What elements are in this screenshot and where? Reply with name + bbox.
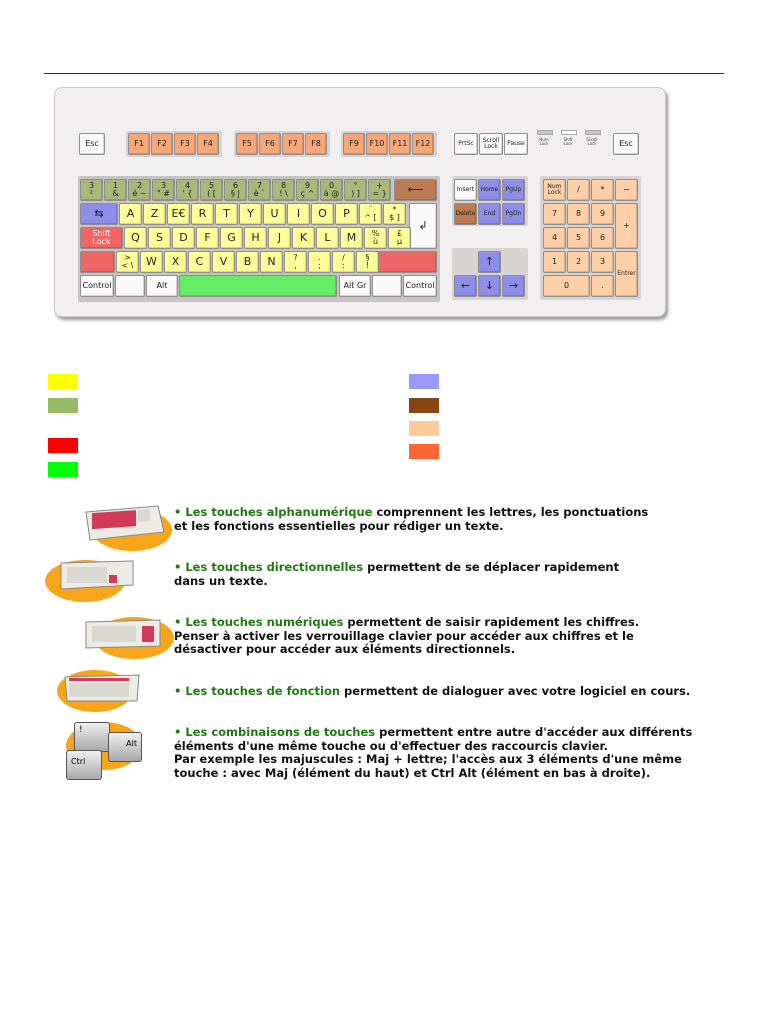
legend-swatch-space bbox=[48, 462, 78, 477]
keyboard-thumbnail-function bbox=[55, 665, 147, 715]
key-thumb-ctrl: Ctrl bbox=[66, 750, 102, 780]
section-heading: • Les touches numériques bbox=[174, 615, 344, 629]
section-line: touche : avec Maj (élément du haut) et Ctrl Alt (élément en bas à droite). bbox=[174, 765, 651, 780]
key-insert: Insert bbox=[454, 179, 477, 201]
key-np-dot: . bbox=[591, 275, 614, 297]
key-pgdn: PgDn bbox=[502, 203, 525, 225]
row2-key: Y bbox=[239, 203, 262, 225]
row3-key: M bbox=[340, 227, 363, 249]
row3-key: D bbox=[172, 227, 195, 249]
key-space bbox=[179, 275, 337, 297]
row3-key: Q bbox=[124, 227, 147, 249]
legend-swatch-function bbox=[409, 444, 439, 459]
legend-swatch-direction bbox=[409, 374, 439, 389]
row1-key: 3 " # bbox=[152, 179, 175, 201]
key-home: Home bbox=[478, 179, 501, 201]
row2-key: Z bbox=[143, 203, 166, 225]
section-alphanumeric bbox=[174, 506, 648, 533]
row1-key: 1 & bbox=[104, 179, 127, 201]
keyboard-thumbnail-alpha bbox=[80, 500, 172, 554]
section-text: comprennent les lettres, les ponctuations bbox=[372, 505, 649, 519]
key-control-left: Control bbox=[80, 275, 114, 297]
row4-key: W bbox=[140, 251, 163, 273]
row1-key: 5 ( [ bbox=[200, 179, 223, 201]
key-thumb-blank: ! bbox=[74, 722, 110, 752]
key-esc: Esc bbox=[79, 133, 105, 155]
key-f5: F5 bbox=[236, 133, 258, 155]
key-np-2: 2 bbox=[567, 251, 590, 273]
section-heading: • Les combinaisons de touches bbox=[174, 725, 376, 739]
key-np-1: 1 bbox=[543, 251, 566, 273]
row1-key: 8 ! \ bbox=[272, 179, 295, 201]
key-np-3: 3 bbox=[591, 251, 614, 273]
row4-key: X bbox=[164, 251, 187, 273]
section-heading: • Les touches de fonction bbox=[174, 684, 341, 698]
row3-key: % ù bbox=[364, 227, 387, 249]
key-np-9: 9 bbox=[591, 203, 614, 225]
row4-key: § ! bbox=[356, 251, 379, 273]
row4-key: C bbox=[188, 251, 211, 273]
row2-key: P bbox=[335, 203, 358, 225]
key-esc-right: Esc bbox=[613, 133, 639, 155]
key-thumb-alt: Alt bbox=[108, 732, 142, 762]
row3-key: J bbox=[268, 227, 291, 249]
key-f3: F3 bbox=[174, 133, 196, 155]
led-scroll-label: Scroll Lock bbox=[586, 137, 598, 146]
key-pause: Pause bbox=[504, 133, 528, 155]
key-shift-left bbox=[80, 251, 115, 273]
row3-key: F bbox=[196, 227, 219, 249]
key-arrow-up: ↑ bbox=[478, 251, 501, 273]
row2-key: O bbox=[311, 203, 334, 225]
row1-key: ° ) ] bbox=[344, 179, 367, 201]
row1-key: 7 è ` bbox=[248, 179, 271, 201]
key-np-minus: − bbox=[615, 179, 638, 201]
key-numlock: Num Lock bbox=[543, 179, 566, 201]
led-scroll-lock bbox=[585, 130, 601, 135]
led-shift-lock bbox=[561, 130, 577, 135]
key-f12: F12 bbox=[412, 133, 434, 155]
key-control-right: Control bbox=[403, 275, 437, 297]
key-end: End bbox=[478, 203, 501, 225]
key-shift-lock: Shift Lock bbox=[80, 227, 123, 249]
section-function bbox=[174, 685, 690, 699]
row1-key: 0 à @ bbox=[320, 179, 343, 201]
section-line: Penser à activer les verrouillage clavier pour accéder aux chiffres et le bbox=[174, 628, 634, 643]
row4-key: ? , bbox=[284, 251, 307, 273]
row3-key: K bbox=[292, 227, 315, 249]
section-text: permettent de se déplacer rapidement bbox=[363, 560, 620, 574]
led-num-lock bbox=[537, 130, 553, 135]
key-np-8: 8 bbox=[567, 203, 590, 225]
key-arrow-left: ← bbox=[454, 275, 477, 297]
key-f1: F1 bbox=[128, 133, 150, 155]
keyboard-thumbnail-combination bbox=[62, 718, 152, 784]
key-np-enter: Entrer bbox=[615, 251, 638, 297]
key-backspace: ⟵ bbox=[394, 179, 437, 201]
section-heading: • Les touches directionnelles bbox=[174, 560, 364, 574]
section-numeric bbox=[174, 616, 639, 657]
row2-key: U bbox=[263, 203, 286, 225]
key-arrow-right: → bbox=[502, 275, 525, 297]
section-text: permettent de saisir rapidement les chiffres. bbox=[343, 615, 640, 629]
key-f10: F10 bbox=[366, 133, 388, 155]
key-np-6: 6 bbox=[591, 227, 614, 249]
key-f8: F8 bbox=[305, 133, 327, 155]
row4-key: . ; bbox=[308, 251, 331, 273]
keyboard-thumbnail-numpad bbox=[82, 612, 174, 662]
led-num-label: Num Lock bbox=[539, 137, 549, 146]
key-f4: F4 bbox=[197, 133, 219, 155]
key-f7: F7 bbox=[282, 133, 304, 155]
row3-key: £ µ bbox=[388, 227, 411, 249]
section-line: désactiver pour accéder aux éléments directionnels. bbox=[174, 642, 516, 656]
key-f6: F6 bbox=[259, 133, 281, 155]
legend-swatch-edit bbox=[409, 398, 439, 413]
key-blank-right bbox=[372, 275, 402, 297]
row3-key: S bbox=[148, 227, 171, 249]
key-blank-left bbox=[115, 275, 145, 297]
row2-key: E€ bbox=[167, 203, 190, 225]
key-tab: ⇆ bbox=[80, 203, 118, 225]
legend-swatch-alpha bbox=[48, 374, 78, 389]
row4-key: > < \ bbox=[116, 251, 139, 273]
section-combinations bbox=[174, 726, 692, 780]
section-text: permettent de dialoguer avec votre logiciel en cours. bbox=[340, 684, 691, 698]
key-arrow-down: ↓ bbox=[478, 275, 501, 297]
row2-key: I bbox=[287, 203, 310, 225]
row2-key: T bbox=[215, 203, 238, 225]
row1-key: 4 ' { bbox=[176, 179, 199, 201]
section-line: dans un texte. bbox=[174, 573, 268, 588]
section-line: et les fonctions essentielles pour rédiger un texte. bbox=[174, 518, 504, 533]
row1-key: + = } bbox=[368, 179, 391, 201]
key-np-7: 7 bbox=[543, 203, 566, 225]
row4-key: N bbox=[260, 251, 283, 273]
key-prtsc: PrtSc bbox=[454, 133, 478, 155]
key-np-divide: / bbox=[567, 179, 590, 201]
row1-key: 9 ç ^ bbox=[296, 179, 319, 201]
legend-swatch-numpad bbox=[409, 421, 439, 436]
section-text: permettent entre autre d'accéder aux différents bbox=[375, 725, 693, 739]
key-f9: F9 bbox=[343, 133, 365, 155]
legend-swatch-modifier bbox=[48, 438, 78, 453]
key-f11: F11 bbox=[389, 133, 411, 155]
key-scroll-lock: Scroll Lock bbox=[479, 133, 503, 155]
row1-key: 2 é ~ bbox=[128, 179, 151, 201]
row4-key: / : bbox=[332, 251, 355, 273]
legend-swatch-number bbox=[48, 398, 78, 413]
section-line: éléments d'une même touche ou d'effectuer des raccourcis clavier. bbox=[174, 738, 608, 753]
led-shift-label: Shift Lock bbox=[563, 137, 573, 146]
key-shift-right bbox=[376, 251, 437, 273]
row2-key: R bbox=[191, 203, 214, 225]
row2-key: A bbox=[119, 203, 142, 225]
row2-key: ¨ ^ [ bbox=[359, 203, 382, 225]
row4-key: B bbox=[236, 251, 259, 273]
key-alt: Alt bbox=[146, 275, 178, 297]
header-rule bbox=[44, 73, 724, 74]
key-delete: Delete bbox=[454, 203, 477, 225]
key-pgup: PgUp bbox=[502, 179, 525, 201]
keyboard-thumbnail-direction bbox=[45, 555, 137, 605]
key-np-4: 4 bbox=[543, 227, 566, 249]
key-np-plus: + bbox=[615, 203, 638, 249]
key-f2: F2 bbox=[151, 133, 173, 155]
row3-key: G bbox=[220, 227, 243, 249]
key-np-multiply: * bbox=[591, 179, 614, 201]
key-np-5: 5 bbox=[567, 227, 590, 249]
row1-key: 6 § | bbox=[224, 179, 247, 201]
key-np-0: 0 bbox=[543, 275, 590, 297]
row2-key: * $ ] bbox=[383, 203, 406, 225]
section-heading: • Les touches alphanumérique bbox=[174, 505, 373, 519]
keyboard-illustration bbox=[54, 87, 666, 317]
key-enter: ↲ bbox=[409, 203, 437, 249]
row4-key: V bbox=[212, 251, 235, 273]
row3-key: L bbox=[316, 227, 339, 249]
section-line: Par exemple les majuscules : Maj + lettre; l'accès aux 3 éléments d'une même bbox=[174, 752, 682, 766]
key-alt-gr: Alt Gr bbox=[339, 275, 371, 297]
row1-key: 3 ² bbox=[80, 179, 103, 201]
row3-key: H bbox=[244, 227, 267, 249]
section-directional bbox=[174, 561, 619, 588]
